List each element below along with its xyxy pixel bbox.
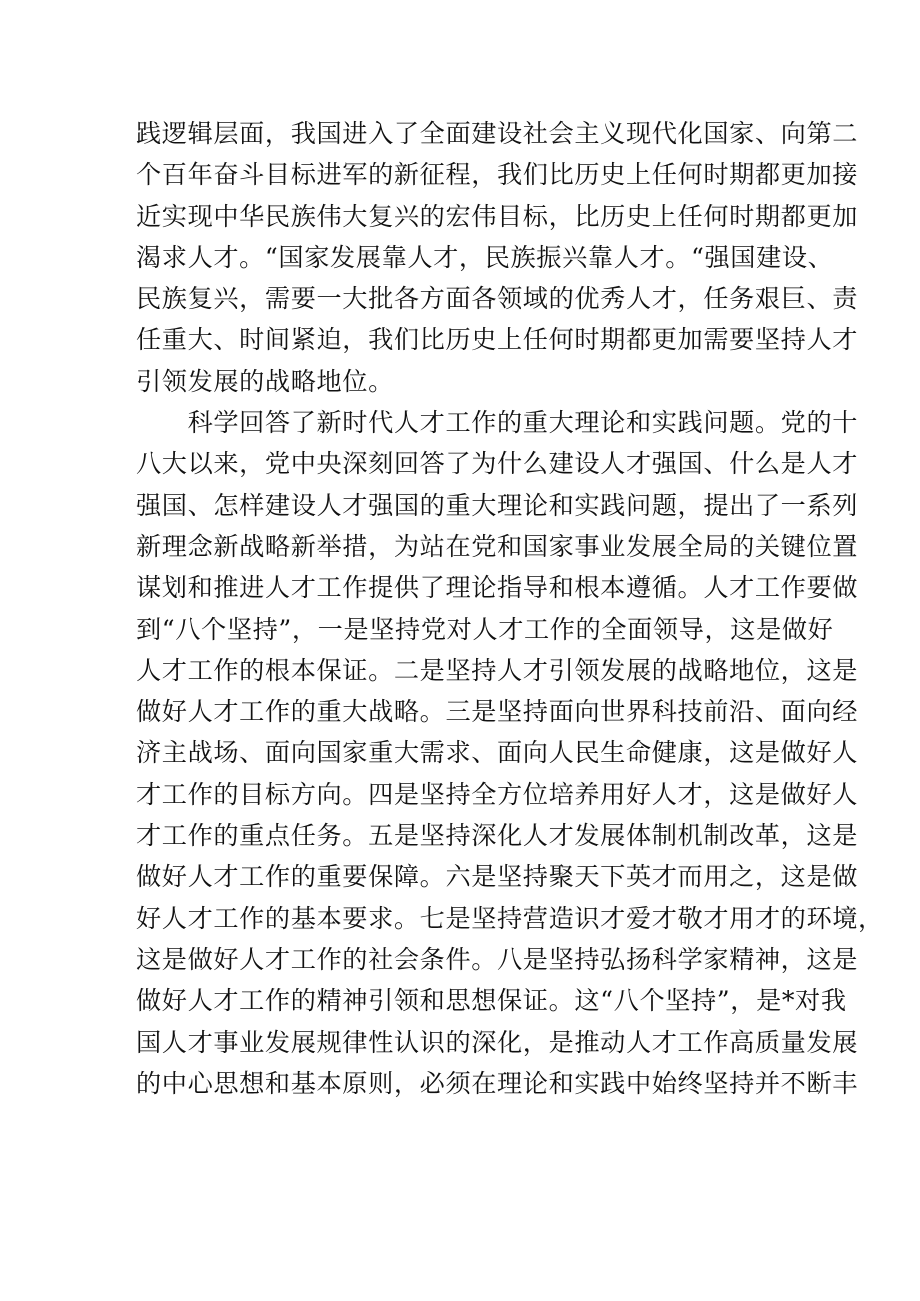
text-line: 国人才事业发展规律性认识的深化，是推动人才工作高质量发展 [136,1027,859,1057]
text-line: 好人才工作的基本要求。七是坚持营造识才爱才敬才用才的环境， [136,903,884,933]
text-line: 渴求人才。“国家发展靠人才，民族振兴靠人才。“强国建设、 [136,242,834,272]
text-line: 八大以来，党中央深刻回答了为什么建设人才强国、什么是人才 [136,449,859,479]
text-line: 这是做好人才工作的社会条件。八是坚持弘扬科学家精神，这是 [136,944,859,974]
text-line: 到“八个坚持”，一是坚持党对人才工作的全面领导，这是做好 [136,614,834,644]
text-line: 民族复兴，需要一大批各方面各领域的优秀人才，任务艰巨、责 [136,284,859,314]
text-line: 践逻辑层面，我国进入了全面建设社会主义现代化国家、向第二 [136,119,859,148]
text-line: 个百年奋斗目标进军的新征程，我们比历史上任何时期都更加接 [136,160,859,190]
text-line: 做好人才工作的重大战略。三是坚持面向世界科技前沿、面向经 [136,697,859,727]
body-text [136,113,884,1104]
text-line: 济主战场、面向国家重大需求、面向人民生命健康，这是做好人 [136,738,859,768]
text-line: 近实现中华民族伟大复兴的宏伟目标，比历史上任何时期都更加 [136,201,859,231]
text-line: 任重大、时间紧迫，我们比历史上任何时期都更加需要坚持人才 [136,325,859,355]
text-line: 强国、怎样建设人才强国的重大理论和实践问题，提出了一系列 [136,490,859,520]
text-line: 做好人才工作的精神引领和思想保证。这“八个坚持”，是*对我 [136,986,847,1016]
paragraph-2 [136,402,884,1104]
text-line: 才工作的目标方向。四是坚持全方位培养用好人才，这是做好人 [136,779,859,809]
text-line: 新理念新战略新举措，为站在党和国家事业发展全局的关键位置 [136,531,859,561]
text-line: 人才工作的根本保证。二是坚持人才引领发展的战略地位，这是 [136,655,859,685]
text-line: 的中心思想和基本原则，必须在理论和实践中始终坚持并不断丰 [136,1068,859,1098]
text-line: 做好人才工作的重要保障。六是坚持聚天下英才而用之，这是做 [136,862,859,892]
text-line: 才工作的重点任务。五是坚持深化人才发展体制机制改革，这是 [136,821,859,851]
text-line: 谋划和推进人才工作提供了理论指导和根本遵循。人才工作要做 [136,573,859,603]
text-line: 科学回答了新时代人才工作的重大理论和实践问题。党的十 [136,408,859,438]
text-line: 引领发展的战略地位。 [136,366,394,396]
paragraph-1 [136,113,859,402]
